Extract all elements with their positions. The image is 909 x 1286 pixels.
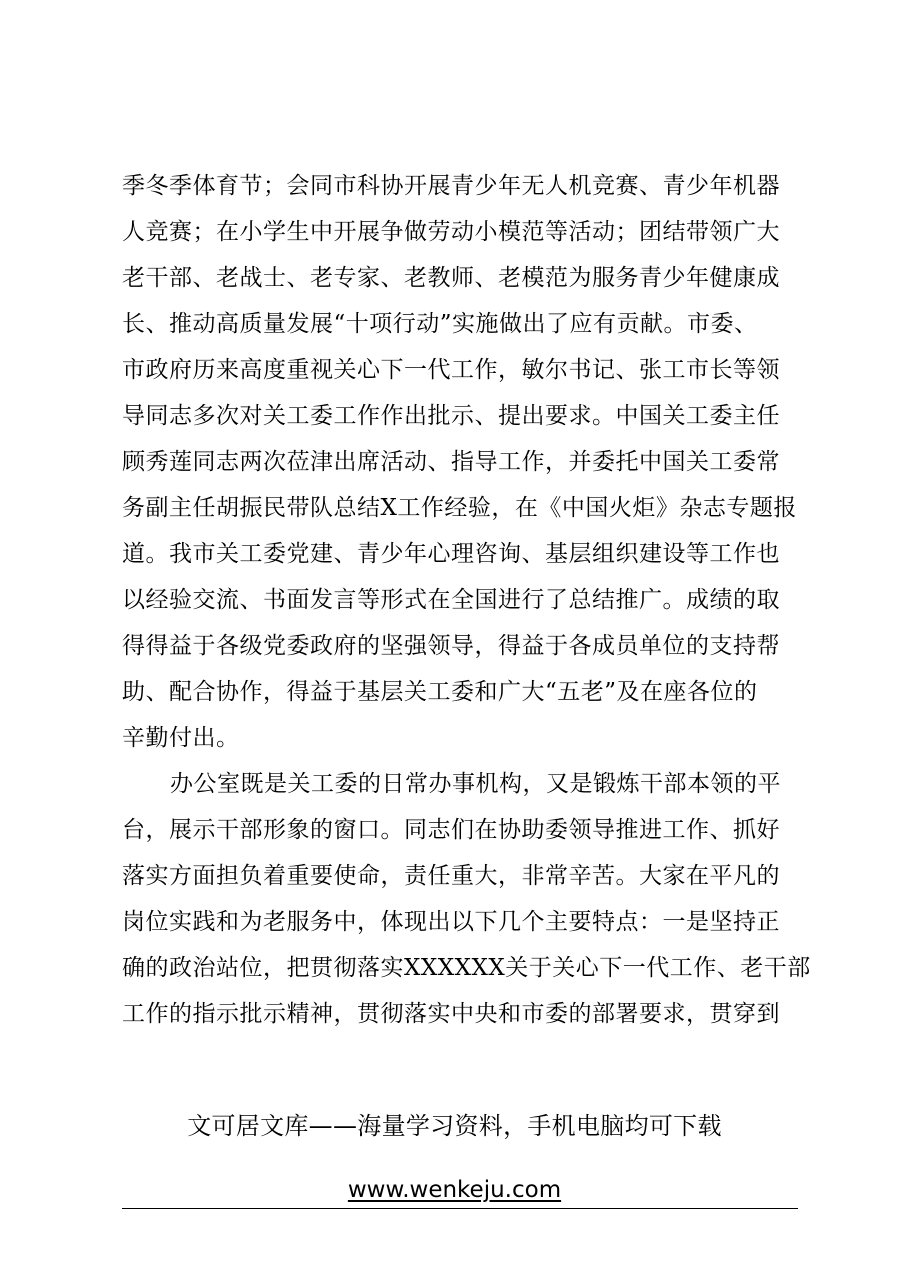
text-line: 工作的指示批示精神，贯彻落实中央和市委的部署要求，贯穿到 (122, 1001, 780, 1027)
text-line: 长、推动高质量发展“十项行动”实施做出了应有贡献。市委、 (122, 311, 758, 337)
text-line: 导同志多次对关工委工作作出批示、提出要求。中国关工委主任 (122, 403, 780, 429)
page-footer (0, 1108, 909, 1204)
text-line: 岗位实践和为老服务中，体现出以下几个主要特点：一是坚持正 (122, 909, 780, 935)
text-line: 落实方面担负着重要使命，责任重大，非常辛苦。大家在平凡的 (122, 863, 780, 889)
footer-url-link[interactable]: www.wenkeju.com (347, 1177, 562, 1203)
text-line: 助、配合协作，得益于基层关工委和广大“五老”及在座各位的 (122, 679, 758, 705)
text-line: 得得益于各级党委政府的坚强领导，得益于各成员单位的支持帮 (122, 633, 780, 659)
document-body (122, 163, 812, 1037)
text-line: 季冬季体育节；会同市科协开展青少年无人机竞赛、青少年机器 (122, 173, 780, 199)
text-line: 道。我市关工委党建、青少年心理咨询、基层组织建设等工作也 (122, 541, 780, 567)
paragraph-first-line: 办公室既是关工委的日常办事机构，又是锻炼干部本领的平 (170, 771, 781, 797)
footer-slogan: 文可居文库——海量学习资料，手机电脑均可下载 (187, 1112, 722, 1140)
text-line: 以经验交流、书面发言等形式在全国进行了总结推广。成绩的取 (122, 587, 780, 613)
text-line: 人竞赛；在小学生中开展争做劳动小模范等活动；团结带领广大 (122, 219, 780, 245)
text-line: 务副主任胡振民带队总结X工作经验，在《中国火炬》杂志专题报 (122, 495, 797, 521)
text-line: 市政府历来高度重视关心下一代工作，敏尔书记、张工市长等领 (122, 357, 780, 383)
footer-divider (122, 1208, 798, 1209)
text-line: 台，展示干部形象的窗口。同志们在协助委领导推进工作、抓好 (122, 817, 780, 843)
text-line: 老干部、老战士、老专家、老教师、老模范为服务青少年健康成 (122, 265, 780, 291)
text-line: 确的政治站位，把贯彻落实XXXXXX关于关心下一代工作、老干部 (122, 955, 811, 981)
text-line: 顾秀莲同志两次莅津出席活动、指导工作，并委托中国关工委常 (122, 449, 780, 475)
text-line: 辛勤付出。 (122, 725, 240, 751)
